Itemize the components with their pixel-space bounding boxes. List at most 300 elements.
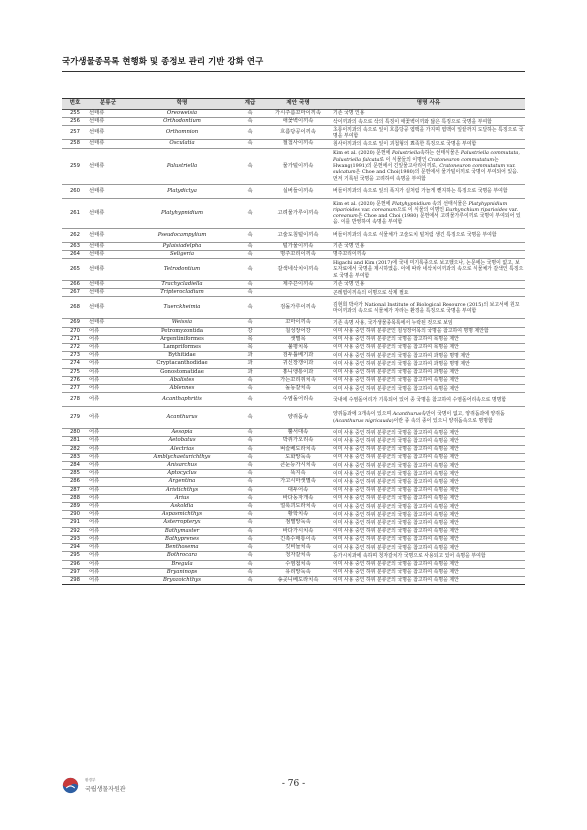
row-scientific-name: Seligeria: [128, 250, 236, 258]
reason-text-segment: 이미 사용 중인 하위 분류군의 국명을 참고하여 속명을 제안: [333, 528, 459, 535]
row-scientific-name: Bregula: [128, 560, 236, 568]
row-naming-reason: [332, 511, 525, 519]
row-rank: 속: [236, 250, 264, 258]
reason-text-segment: 이미 사용 중인 하위 분류군의 국명을 참고하여 속명을 제안: [333, 495, 459, 502]
row-proposed-name: 수염돌어리속: [264, 393, 332, 407]
row-proposed-name: 점별망둑속: [264, 519, 332, 527]
row-number: 277: [62, 385, 88, 393]
row-rank: 속: [236, 445, 264, 453]
row-number: 281: [62, 437, 88, 445]
row-scientific-name: Platydictya: [128, 184, 236, 198]
row-scientific-name: Pylaisiadelpha: [128, 242, 236, 250]
table-row: [62, 327, 525, 335]
row-taxon-group: 어류: [88, 494, 128, 502]
row-scientific-name: Bryozoichthys: [128, 576, 236, 584]
row-number: 297: [62, 568, 88, 576]
row-scientific-name: Acanthurus: [128, 407, 236, 429]
row-rank: 목: [236, 344, 264, 352]
row-naming-reason: [332, 552, 525, 560]
row-number: 262: [62, 228, 88, 242]
reason-text-segment: 이미 사용 중인 하위 분류군의 국명을 참고하여 속명을 제안: [333, 569, 459, 576]
row-number: 271: [62, 335, 88, 343]
row-proposed-name: 긴촉수매통이속: [264, 535, 332, 543]
reason-text-segment: 이미 사용 중인 하위 분류군의 국명을 참고하여 과명을 명명 제안: [333, 352, 470, 359]
reason-text-segment: 기존 국명 인용: [333, 243, 365, 250]
row-number: 261: [62, 198, 88, 228]
row-scientific-name: Cryptacanthodidae: [128, 360, 236, 368]
row-number: 269: [62, 319, 88, 327]
row-taxon-group: 선태류: [88, 140, 128, 148]
row-naming-reason: [332, 344, 525, 352]
row-taxon-group: 어류: [88, 352, 128, 360]
table-row: [62, 462, 525, 470]
row-proposed-name: 검두툽베기과: [264, 352, 332, 360]
row-scientific-name: Acanthaphritis: [128, 393, 236, 407]
table-row: [62, 118, 525, 126]
row-number: 279: [62, 407, 88, 429]
reason-italic-segment: Platyhypnidium: [391, 200, 431, 207]
reason-text-segment: Higachi and Kim (2017)에 국내 미기록종으로 보고했으나, 논문에는 국명이 없고, 보도자료에서 국명을 제시하였음. 이에 따라 네삭치이끼과의 속으로 식물체가 갈색인 특징으로 국명을 부여함: [333, 260, 524, 279]
table-row: [62, 552, 525, 560]
row-rank: 속: [236, 429, 264, 437]
table-row: [62, 368, 525, 376]
row-rank: 속: [236, 527, 264, 535]
row-naming-reason: [332, 462, 525, 470]
row-proposed-name: 바다가시치속: [264, 527, 332, 535]
row-taxon-group: 어류: [88, 368, 128, 376]
row-naming-reason: [332, 184, 525, 198]
reason-text-segment: 기존 국명 인용: [333, 110, 365, 117]
row-number: 256: [62, 118, 88, 126]
row-naming-reason: [332, 503, 525, 511]
row-scientific-name: Bythitidae: [128, 352, 236, 360]
table-row: [62, 376, 525, 384]
reason-text-segment: 이미 사용 중인 하위 분류군의 국명을 참고하여 속명을 제안: [333, 385, 459, 392]
row-number: 289: [62, 503, 88, 511]
row-proposed-name: 고려물가루이끼속: [264, 198, 332, 228]
row-naming-reason: [332, 228, 525, 242]
row-number: 283: [62, 453, 88, 461]
table-row: [62, 352, 525, 360]
row-proposed-name: 고술도침털이끼속: [264, 228, 332, 242]
row-number: 266: [62, 281, 88, 289]
row-rank: 속: [236, 462, 264, 470]
row-scientific-name: Bathymaster: [128, 527, 236, 535]
species-name-table: [62, 98, 525, 585]
row-naming-reason: [332, 385, 525, 393]
reason-text-segment: 김현희 박사가 National Institute of Biological Resource (2015)의 보고서에 원꼬마이끼과의 속으로 식물체가 자라는 환경을 특징으로 국명을 부여함: [333, 301, 520, 314]
row-proposed-name: 돌동갈치속: [264, 385, 332, 393]
table-row: [62, 110, 525, 118]
row-naming-reason: [332, 393, 525, 407]
table-row: [62, 259, 525, 281]
row-number: 259: [62, 148, 88, 184]
row-taxon-group: 선태류: [88, 228, 128, 242]
row-number: 291: [62, 519, 88, 527]
table-row: [62, 437, 525, 445]
row-rank: 속: [236, 407, 264, 429]
row-naming-reason: [332, 429, 525, 437]
logo-institute-name: 국립생물자원관: [85, 786, 126, 793]
row-proposed-name: 절첩사이끼속: [264, 140, 332, 148]
reason-text-segment: 양쥐돔과에 3개속이 있으며: [333, 411, 393, 418]
row-taxon-group: 선태류: [88, 259, 128, 281]
reason-text-segment: 이미 사용 중인 하위 분류군의 국명을 참고하여 목명을 제안: [333, 344, 459, 351]
row-proposed-name: 송곳니베도라치속: [264, 576, 332, 584]
reason-italic-segment: Acanthurus: [392, 411, 422, 418]
row-scientific-name: Aristichthys: [128, 486, 236, 494]
table-row: [62, 494, 525, 502]
row-rank: 속: [236, 242, 264, 250]
row-proposed-name: 샛멸목: [264, 335, 332, 343]
table-row: [62, 503, 525, 511]
row-number: 276: [62, 376, 88, 384]
row-proposed-name: 귀신장갱이과: [264, 360, 332, 368]
reason-text-segment: var.: [505, 162, 516, 169]
row-rank: 속: [236, 576, 264, 584]
table-body: [62, 110, 525, 585]
row-taxon-group: 어류: [88, 478, 128, 486]
row-proposed-name: 명주꼬리이끼속: [264, 250, 332, 258]
row-naming-reason: [332, 470, 525, 478]
row-number: 263: [62, 242, 88, 250]
row-rank: 속: [236, 535, 264, 543]
col-header-proposed-name: 제안 국명: [264, 99, 332, 110]
row-taxon-group: 어류: [88, 453, 128, 461]
row-naming-reason: [332, 535, 525, 543]
table-row: [62, 126, 525, 140]
reason-text-segment: 곤레엽이끼속의 이명으로 삭제 필요: [333, 289, 409, 296]
row-scientific-name: Orthodontium: [128, 118, 236, 126]
row-taxon-group: 어류: [88, 576, 128, 584]
row-proposed-name: 홍니앵통이과: [264, 368, 332, 376]
reason-text-segment: 는 Hwang(1991)의 문헌에서 긴잎물고사리이끼로,: [333, 156, 499, 169]
row-rank: 속: [236, 184, 264, 198]
reason-text-segment: 버들이끼과의 속으로 식물체가 고술도치 털처럼 생긴 특징으로 국명을 부여함: [333, 231, 497, 238]
row-naming-reason: [332, 445, 525, 453]
row-naming-reason: [332, 110, 525, 118]
row-naming-reason: [332, 250, 525, 258]
row-scientific-name: Oreoweisia: [128, 110, 236, 118]
table-row: [62, 445, 525, 453]
row-taxon-group: 어류: [88, 462, 128, 470]
row-proposed-name: 양쥐돔속: [264, 407, 332, 429]
row-scientific-name: Trachycladiella: [128, 281, 236, 289]
reason-text-segment: 초롱이끼과의 속으로 잎이 흐름당공 엽맥을 가지며 엽맥이 잎끝까지 도달하는 특징으로 국명을 부여함: [333, 126, 524, 139]
row-taxon-group: 선태류: [88, 289, 128, 297]
row-taxon-group: 선태류: [88, 198, 128, 228]
table-row: [62, 535, 525, 543]
table-row: [62, 576, 525, 584]
row-rank: 속: [236, 568, 264, 576]
reason-text-segment: 이미 사용 중인 하위 분류군인 칠성장어목의 국명을 참고하여 명명 제안함: [333, 328, 489, 335]
col-header-rank: 계급: [236, 99, 264, 110]
row-rank: 과: [236, 352, 264, 360]
row-rank: 속: [236, 198, 264, 228]
reason-text-segment: 이미 사용 중인 하위 분류군의 국명을 참고하여 속명을 제안: [333, 446, 459, 453]
reason-text-segment: 버들이끼과의 속으로 잎의 폭지가 실처럼 가늘게 뻗지하는 특징으로 국명을 부여함: [333, 187, 508, 194]
table-header-row: [62, 99, 525, 110]
row-taxon-group: 어류: [88, 429, 128, 437]
row-number: 258: [62, 140, 88, 148]
row-taxon-group: 선태류: [88, 319, 128, 327]
reason-text-segment: 이미 사용 중인 하위 분류군의 국명을 참고하여 속명을 제안: [333, 454, 459, 461]
row-rank: 속: [236, 259, 264, 281]
row-naming-reason: [332, 360, 525, 368]
row-taxon-group: 어류: [88, 470, 128, 478]
row-taxon-group: 어류: [88, 511, 128, 519]
table-row: [62, 289, 525, 297]
row-taxon-group: 어류: [88, 503, 128, 511]
row-rank: 속: [236, 118, 264, 126]
row-taxon-group: 어류: [88, 544, 128, 552]
row-number: 282: [62, 445, 88, 453]
row-naming-reason: [332, 407, 525, 429]
row-proposed-name: 검돌가루이끼속: [264, 297, 332, 319]
row-rank: 속: [236, 289, 264, 297]
row-taxon-group: 선태류: [88, 118, 128, 126]
table-row: [62, 148, 525, 184]
row-naming-reason: [332, 568, 525, 576]
row-rank: 속: [236, 385, 264, 393]
row-proposed-name: 갈색네삭치이끼속: [264, 259, 332, 281]
row-naming-reason: [332, 297, 525, 319]
table-row: [62, 281, 525, 289]
row-taxon-group: 어류: [88, 327, 128, 335]
row-number: 298: [62, 576, 88, 584]
reason-italic-segment: coreanum: [372, 206, 397, 213]
row-rank: 속: [236, 126, 264, 140]
row-taxon-group: 어류: [88, 344, 128, 352]
table-row: [62, 385, 525, 393]
row-naming-reason: [332, 281, 525, 289]
row-rank: 속: [236, 511, 264, 519]
col-header-taxon-group: 분류군: [88, 99, 128, 110]
table-row: [62, 242, 525, 250]
reason-text-segment: 국내에 수염돌어리가 기록되어 있어 종 국명을 참고하여 수염돌어리속으로 명명함: [333, 396, 507, 403]
row-proposed-name: 도화망둑속: [264, 453, 332, 461]
row-scientific-name: Arius: [128, 494, 236, 502]
row-taxon-group: 어류: [88, 393, 128, 407]
row-rank: 속: [236, 560, 264, 568]
reason-text-segment: 이미 사용 중인 하위 분류군의 국명을 참고하여 속명을 제안: [333, 462, 459, 469]
reason-text-segment: Kim et al. (2020) 문헌에: [333, 200, 392, 207]
row-naming-reason: [332, 527, 525, 535]
reason-text-segment: 로 이 식물들의 이명인: [379, 156, 429, 163]
table-row: [62, 198, 525, 228]
row-proposed-name: 청자갈치속: [264, 552, 332, 560]
table-row: [62, 478, 525, 486]
row-naming-reason: [332, 519, 525, 527]
reason-italic-segment: Acanthurus nigricauda: [334, 417, 392, 424]
row-rank: 속: [236, 470, 264, 478]
row-rank: 속: [236, 503, 264, 511]
reason-text-segment: 이미 사용 중인 하위 분류군의 국명을 참고하여 속명을 제안: [333, 377, 459, 384]
reason-text-segment: 이미 사용 중인 하위 분류군의 국명을 참고하여 속명을 제안: [333, 470, 459, 477]
row-number: 272: [62, 344, 88, 352]
row-rank: 과: [236, 360, 264, 368]
row-naming-reason: [332, 335, 525, 343]
row-scientific-name: Gonostomatidae: [128, 368, 236, 376]
page-number: - 76 -: [281, 779, 306, 789]
row-taxon-group: 어류: [88, 527, 128, 535]
row-scientific-name: Asterropteryx: [128, 519, 236, 527]
reason-text-segment: 이미 사용 중인 하위 분류군의 국명을 참고하여 속명을 제안: [333, 487, 459, 494]
table-row: [62, 393, 525, 407]
table-row: [62, 250, 525, 258]
row-scientific-name: Weissia: [128, 319, 236, 327]
reason-text-segment: 으로 이 식물의 이명인: [396, 206, 446, 213]
row-proposed-name: 애꽃벽이끼속: [264, 118, 332, 126]
row-proposed-name: 가시주름꼬마이끼속: [264, 110, 332, 118]
row-taxon-group: 어류: [88, 535, 128, 543]
row-rank: 속: [236, 486, 264, 494]
row-scientific-name: Anisarchus: [128, 462, 236, 470]
row-naming-reason: [332, 453, 525, 461]
table-row: [62, 453, 525, 461]
row-proposed-name: 칠성장어강: [264, 327, 332, 335]
row-proposed-name: 뿔서대속: [264, 429, 332, 437]
row-taxon-group: 선태류: [88, 110, 128, 118]
reason-text-segment: 이미 사용 중인 하위 분류군의 국명을 참고하여 과명을 제안: [333, 369, 459, 376]
row-rank: 속: [236, 140, 264, 148]
row-proposed-name: 물가털이끼속: [264, 148, 332, 184]
row-taxon-group: 선태류: [88, 184, 128, 198]
row-number: 292: [62, 527, 88, 535]
reason-italic-segment: Cratoneuron commutatum: [439, 162, 506, 169]
reason-text-segment: 이미 사용 중인 하위 분류군의 국명을 참고하여 속명을 제안: [333, 560, 459, 567]
table-row: [62, 519, 525, 527]
table-row: [62, 360, 525, 368]
row-naming-reason: [332, 544, 525, 552]
row-scientific-name: Bothrocara: [128, 552, 236, 560]
row-taxon-group: 어류: [88, 568, 128, 576]
row-proposed-name: 꼬마이끼속: [264, 319, 332, 327]
logo-ministry-text: 환경부: [85, 778, 96, 782]
row-number: 267: [62, 289, 88, 297]
row-number: 286: [62, 478, 88, 486]
table-row: [62, 407, 525, 429]
row-scientific-name: Osculatia: [128, 140, 236, 148]
row-proposed-name: 실버들이끼속: [264, 184, 332, 198]
row-proposed-name: 큰눈등가시치속: [264, 462, 332, 470]
row-scientific-name: Lampriformes: [128, 344, 236, 352]
row-scientific-name: Aesopia: [128, 429, 236, 437]
reason-text-segment: Kim et al. (2020) 문헌에: [333, 150, 392, 157]
row-proposed-name: 바다동자개속: [264, 494, 332, 502]
row-proposed-name: 가고시마샛멸속: [264, 478, 332, 486]
row-naming-reason: [332, 486, 525, 494]
row-naming-reason: [332, 368, 525, 376]
col-header-naming-reason: 명명 사유: [332, 99, 525, 110]
row-taxon-group: 어류: [88, 560, 128, 568]
table-row: [62, 335, 525, 343]
row-rank: 속: [236, 281, 264, 289]
row-number: 284: [62, 462, 88, 470]
row-rank: 속: [236, 110, 264, 118]
reason-text-segment: 이미 사용 중인 하위 분류군의 국명을 참고하여 속명을 제안: [333, 544, 459, 551]
row-taxon-group: 선태류: [88, 297, 128, 319]
reason-italic-segment: Eurhynchium riparioides: [445, 206, 508, 213]
row-taxon-group: 어류: [88, 407, 128, 429]
row-proposed-name: 흐름당공이끼속: [264, 126, 332, 140]
row-taxon-group: 어류: [88, 552, 128, 560]
reason-text-segment: 이미 사용 중인 하위 분류군의 국명을 참고하여 목명을 제안: [333, 336, 459, 343]
row-number: 280: [62, 429, 88, 437]
reason-italic-segment: Cratoneuron commutatum: [428, 156, 494, 163]
row-number: 268: [62, 297, 88, 319]
row-scientific-name: Benthosema: [128, 544, 236, 552]
row-rank: 속: [236, 376, 264, 384]
row-scientific-name: Aspasmichthys: [128, 511, 236, 519]
row-taxon-group: 어류: [88, 486, 128, 494]
row-scientific-name: Orthomnion: [128, 126, 236, 140]
reason-text-segment: var.: [359, 206, 373, 213]
row-rank: 속: [236, 319, 264, 327]
row-naming-reason: [332, 576, 525, 584]
reason-italic-segment: Platyhypnidium riparioides: [333, 200, 508, 213]
table-row: [62, 486, 525, 494]
row-rank: 속: [236, 148, 264, 184]
row-rank: 속: [236, 544, 264, 552]
row-rank: 속: [236, 228, 264, 242]
row-scientific-name: Aetobatus: [128, 437, 236, 445]
row-number: 287: [62, 486, 88, 494]
row-taxon-group: 선태류: [88, 281, 128, 289]
reason-text-segment: 삭이끼과의 속으로 삭의 특징이 애꽃벽이끼와 닮은 특징으로 국명을 부여함: [333, 118, 492, 125]
row-number: 285: [62, 470, 88, 478]
row-number: 275: [62, 368, 88, 376]
reason-italic-segment: Palustriella commutata, Palustriella falcata: [333, 150, 520, 163]
table-row: [62, 140, 525, 148]
row-number: 265: [62, 259, 88, 281]
reason-text-segment: 속하는 선태식물은: [420, 150, 461, 157]
reason-text-segment: 명주꼬리이끼속: [333, 251, 367, 258]
row-proposed-name: 뚝지속: [264, 470, 332, 478]
row-number: 293: [62, 535, 88, 543]
row-naming-reason: [332, 352, 525, 360]
row-taxon-group: 어류: [88, 360, 128, 368]
reason-text-segment: 속만이 국명이 없고, 양쥐돔과에 양쥐돔(: [333, 411, 505, 424]
row-number: 278: [62, 393, 88, 407]
row-scientific-name: Bathyprenes: [128, 535, 236, 543]
reason-italic-segment: sulcatum: [333, 169, 356, 176]
reason-text-segment: 이미 사용 중인 하위 분류군의 국명을 참고하여 속명을 제안: [333, 511, 459, 518]
row-taxon-group: 선태류: [88, 126, 128, 140]
row-taxon-group: 어류: [88, 385, 128, 393]
reason-text-segment: 이미 사용 중인 하위 분류군의 국명을 참고하여 속명을 제안: [333, 536, 459, 543]
reason-text-segment: )이란 종 속의 종이 있으니 양쥐돔속으로 명명함: [391, 417, 493, 424]
reason-text-segment: 등가시치과에 속하며 청자갈치가 국명으로 사용되고 있어 속명을 부여함: [333, 552, 486, 559]
row-scientific-name: Bryaninops: [128, 568, 236, 576]
header-rule: [62, 71, 525, 72]
reason-text-segment: 침사이끼과의 속으로 잎이 괴첩형의 뾰족한 특징으로 국명을 부여함: [333, 140, 477, 147]
row-proposed-name: 황학치속: [264, 511, 332, 519]
row-proposed-name: 불평치목: [264, 344, 332, 352]
row-taxon-group: 선태류: [88, 250, 128, 258]
reason-italic-segment: coreanum: [333, 213, 358, 220]
row-number: 264: [62, 250, 88, 258]
table-row: [62, 319, 525, 327]
row-number: 274: [62, 360, 88, 368]
row-rank: 속: [236, 453, 264, 461]
row-proposed-name: 수염첨치속: [264, 560, 332, 568]
row-scientific-name: Platyhypnidium: [128, 198, 236, 228]
row-number: 288: [62, 494, 88, 502]
row-scientific-name: Argentina: [128, 478, 236, 486]
row-number: 257: [62, 126, 88, 140]
row-scientific-name: Tripterocladium: [128, 289, 236, 297]
